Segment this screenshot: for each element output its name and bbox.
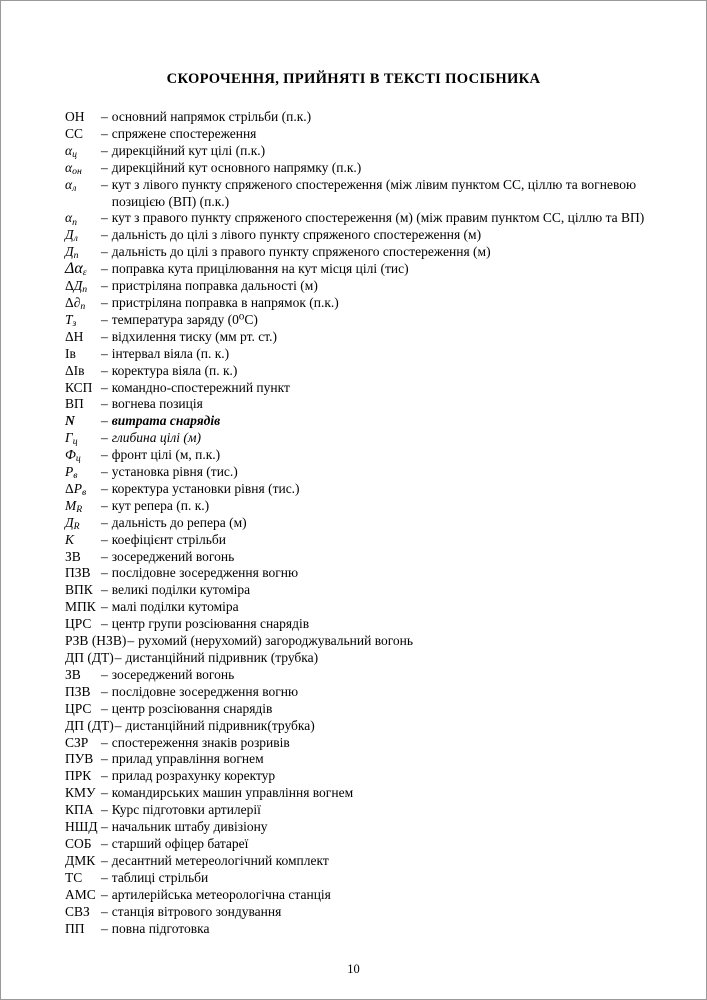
abbreviation-term: ПРК xyxy=(65,768,92,784)
abbreviation-term: КПА xyxy=(65,802,94,818)
abbreviation-term: ВП xyxy=(65,396,84,412)
dash-separator: – xyxy=(101,531,108,547)
abbreviation-row xyxy=(65,396,650,413)
abbreviation-definition: рухомий (нерухомий) загороджувальний вогонь xyxy=(138,633,414,649)
dash-separator: – xyxy=(101,345,108,361)
abbreviation-row xyxy=(65,667,650,684)
page-number: 10 xyxy=(347,962,360,976)
abbreviation-definition: коректура віяла (п. к.) xyxy=(111,362,238,378)
abbreviation-term: ЦРС xyxy=(65,616,92,632)
dash-separator: – xyxy=(101,294,108,310)
abbreviation-term: ΔІв xyxy=(65,362,85,378)
abbreviation-definition: зосереджений вогонь xyxy=(111,666,235,682)
abbreviation-term: $\Delta\partial_п$ xyxy=(65,294,86,313)
abbreviation-row xyxy=(65,819,650,836)
abbreviation-term: $\alpha_{он}$ xyxy=(65,159,82,177)
abbreviation-definition: основний напрямок стрільби (п.к.) xyxy=(111,109,312,124)
abbreviation-row xyxy=(65,244,650,261)
abbreviation-definition: інтервал віяла (п. к.) xyxy=(111,345,230,361)
dash-separator: – xyxy=(101,616,108,632)
abbreviation-definition: великі поділки кутоміра xyxy=(111,582,251,598)
abbreviation-term: КСП xyxy=(65,379,93,395)
dash-separator: – xyxy=(101,751,108,767)
dash-separator: – xyxy=(101,142,108,158)
abbreviation-term: $Д_п$ xyxy=(65,244,79,262)
abbreviation-definition: малі поділки кутоміра xyxy=(111,599,239,615)
abbreviation-term: РЗВ (НЗВ) xyxy=(65,633,127,649)
abbreviation-definition: кут з правого пункту спряженого спостереження (м) (між правим пунктом СС, ціллю та ВП) xyxy=(111,210,645,226)
abbreviation-definition: послідовне зосередження вогню xyxy=(111,565,299,581)
abbreviation-definition: командирських машин управління вогнем xyxy=(111,785,354,801)
abbreviation-definition: кут репера (п. к.) xyxy=(111,497,210,513)
abbreviation-row xyxy=(65,904,650,921)
abbreviation-definition: дирекційний кут основного напрямку (п.к.) xyxy=(111,159,362,175)
abbreviation-definition: установка рівня (тис.) xyxy=(111,464,238,480)
abbreviation-definition: дальність до цілі з лівого пункту спряженого спостереження (м) xyxy=(111,227,482,243)
abbreviation-term: СВЗ xyxy=(65,903,90,919)
dash-separator: – xyxy=(101,548,108,564)
abbreviation-definition: дальність до репера (м) xyxy=(111,514,247,530)
dash-separator: – xyxy=(101,379,108,395)
abbreviation-row xyxy=(65,278,650,295)
dash-separator: – xyxy=(101,210,108,226)
abbreviation-definition: командно-спостережний пункт xyxy=(111,379,290,395)
dash-separator: – xyxy=(101,497,108,513)
abbreviation-row xyxy=(65,565,650,582)
dash-separator: – xyxy=(101,176,108,192)
abbreviation-row xyxy=(65,785,650,802)
dash-separator: – xyxy=(101,480,108,496)
abbreviation-row xyxy=(65,870,650,887)
abbreviation-definition: таблиці стрільби xyxy=(111,869,209,885)
abbreviation-term: ДМК xyxy=(65,852,96,868)
abbreviation-row xyxy=(65,515,650,532)
abbreviation-row xyxy=(65,329,650,346)
abbreviation-row xyxy=(65,853,650,870)
abbreviation-term: $М_R$ xyxy=(65,497,83,515)
abbreviation-term: СС xyxy=(65,125,84,141)
abbreviation-definition: коефіцієнт стрільби xyxy=(111,531,227,547)
abbreviation-definition: спряжене спостереження xyxy=(111,125,257,141)
abbreviation-definition: дальність до цілі з правого пункту спряженого спостереження (м) xyxy=(111,244,491,260)
abbreviation-row xyxy=(65,109,650,126)
abbreviation-definition: поправка кута прицілювання на кут місця цілі (тис) xyxy=(111,261,409,277)
abbreviation-row xyxy=(65,633,650,650)
dash-separator: – xyxy=(101,582,108,598)
abbreviation-term: $\Delta Р_в$ xyxy=(65,480,87,499)
abbreviation-definition: спостереження знаків розривів xyxy=(111,734,290,750)
abbreviation-definition: температура заряду (0⁰С) xyxy=(111,311,258,327)
abbreviation-row xyxy=(65,126,650,143)
abbreviation-term: ЦРС xyxy=(65,700,92,716)
abbreviation-list xyxy=(1,109,706,937)
abbreviation-term: К xyxy=(65,531,74,547)
abbreviation-row xyxy=(65,887,650,904)
dash-separator: – xyxy=(101,159,108,175)
abbreviation-row xyxy=(65,650,650,667)
page-title: СКОРОЧЕННЯ, ПРИЙНЯТІ В ТЕКСТІ ПОСІБНИКА xyxy=(166,71,541,87)
abbreviation-definition: коректура установки рівня (тис.) xyxy=(111,480,300,496)
abbreviation-definition: центр групи розсіювання снарядів xyxy=(111,616,310,632)
dash-separator: – xyxy=(101,447,108,463)
abbreviation-definition: центр розсіювання снарядів xyxy=(111,700,273,716)
abbreviation-definition: глибина цілі (м) xyxy=(111,430,201,446)
abbreviation-definition: дистанційний підривник (трубка) xyxy=(125,650,319,665)
abbreviation-row xyxy=(65,582,650,599)
abbreviation-row xyxy=(65,599,650,616)
abbreviation-row xyxy=(65,481,650,498)
abbreviation-term: ЗВ xyxy=(65,666,81,682)
abbreviation-term: ПУВ xyxy=(65,751,94,767)
abbreviation-row xyxy=(65,380,650,397)
abbreviation-definition: пристріляна поправка дальності (м) xyxy=(111,278,318,294)
abbreviation-term: $Д_R$ xyxy=(65,514,80,532)
dash-separator: – xyxy=(101,700,108,716)
abbreviation-row xyxy=(65,447,650,464)
abbreviation-row xyxy=(65,802,650,819)
abbreviation-term: ДП (ДТ) xyxy=(65,717,114,733)
abbreviation-term: $Д_л$ xyxy=(65,227,78,245)
abbreviation-definition: станція вітрового зондування xyxy=(111,903,282,919)
abbreviation-row xyxy=(65,413,650,430)
abbreviation-definition: прилад управління вогнем xyxy=(111,751,264,767)
abbreviation-row xyxy=(65,210,650,227)
abbreviation-term: $\alpha_п$ xyxy=(65,210,77,228)
abbreviation-row xyxy=(65,751,650,768)
abbreviation-definition: прилад розрахунку коректур xyxy=(111,768,276,784)
abbreviation-definition: дирекційний кут цілі (п.к.) xyxy=(111,142,266,158)
abbreviation-row xyxy=(65,836,650,853)
abbreviation-definition: вогнева позиція xyxy=(111,396,203,412)
abbreviation-definition: повна підготовка xyxy=(111,920,210,936)
dash-separator: – xyxy=(101,244,108,260)
abbreviation-row xyxy=(65,616,650,633)
abbreviation-row xyxy=(65,261,650,278)
abbreviation-definition: старший офіцер батареї xyxy=(111,835,249,851)
dash-separator: – xyxy=(101,109,108,124)
abbreviation-term: Ів xyxy=(65,345,76,361)
dash-separator: – xyxy=(101,261,108,277)
dash-separator: – xyxy=(101,852,108,868)
abbreviation-row xyxy=(65,143,650,160)
abbreviation-definition: витрата снарядів xyxy=(111,413,221,429)
dash-separator: – xyxy=(101,768,108,784)
dash-separator: – xyxy=(101,362,108,378)
dash-separator: – xyxy=(101,599,108,615)
abbreviation-row xyxy=(65,227,650,244)
abbreviation-term: ОН xyxy=(65,109,85,124)
abbreviation-term: МПК xyxy=(65,599,96,615)
abbreviation-row xyxy=(65,346,650,363)
abbreviation-row xyxy=(65,464,650,481)
dash-separator: – xyxy=(101,227,108,243)
dash-separator: – xyxy=(101,802,108,818)
abbreviation-definition: зосереджений вогонь xyxy=(111,548,235,564)
abbreviation-term: $\alpha_л$ xyxy=(65,176,77,194)
dash-separator: – xyxy=(101,413,108,429)
abbreviation-term: $Т_з$ xyxy=(65,311,77,329)
abbreviation-term: ВПК xyxy=(65,582,93,598)
abbreviation-row xyxy=(65,718,650,735)
abbreviation-definition: відхилення тиску (мм рт. ст.) xyxy=(111,328,277,344)
dash-separator: – xyxy=(101,683,108,699)
abbreviation-term: $Г_ц$ xyxy=(65,430,78,448)
abbreviation-term: НШД xyxy=(65,819,98,835)
abbreviation-term: ПЗВ xyxy=(65,565,91,581)
abbreviation-definition: послідовне зосередження вогню xyxy=(111,683,299,699)
dash-separator: – xyxy=(101,514,108,530)
abbreviation-definition: артилерійська метеорологічна станція xyxy=(111,886,331,902)
abbreviation-row xyxy=(65,921,650,938)
abbreviation-row xyxy=(65,363,650,380)
abbreviation-term: $\alpha_ц$ xyxy=(65,142,77,160)
dash-separator: – xyxy=(101,278,108,294)
dash-separator: – xyxy=(101,734,108,750)
abbreviation-definition: пристріляна поправка в напрямок (п.к.) xyxy=(111,294,339,310)
dash-separator: – xyxy=(101,903,108,919)
dash-separator: – xyxy=(114,717,122,733)
dash-separator: – xyxy=(101,666,108,682)
abbreviation-definition: начальник штабу дивізіону xyxy=(111,819,268,835)
dash-separator: – xyxy=(101,464,108,480)
abbreviation-row xyxy=(65,295,650,312)
abbreviation-row xyxy=(65,768,650,785)
dash-separator: – xyxy=(101,430,108,446)
abbreviation-term: СЗР xyxy=(65,734,89,750)
abbreviation-term: $Ф_ц$ xyxy=(65,447,81,465)
dash-separator: – xyxy=(101,819,108,835)
abbreviation-term: ДП (ДТ) xyxy=(65,650,114,665)
abbreviation-term: ПП xyxy=(65,920,85,936)
abbreviation-term: $\Delta Д_п$ xyxy=(65,278,88,296)
dash-separator: – xyxy=(114,650,122,665)
dash-separator: – xyxy=(101,920,108,936)
abbreviation-term: $\Delta\alpha_\varepsilon$ xyxy=(65,260,87,279)
abbreviation-term: $Р_в$ xyxy=(65,464,78,482)
abbreviation-term: ЗВ xyxy=(65,548,81,564)
abbreviation-term: КМУ xyxy=(65,785,96,801)
abbreviation-definition: десантний метереологічний комплект xyxy=(111,852,329,868)
dash-separator: – xyxy=(127,633,135,649)
abbreviation-term: АМС xyxy=(65,886,96,902)
abbreviation-row xyxy=(65,498,650,515)
abbreviation-row xyxy=(65,549,650,566)
abbreviation-row xyxy=(65,430,650,447)
dash-separator: – xyxy=(101,886,108,902)
abbreviation-row xyxy=(65,160,650,177)
abbreviation-term: СОБ xyxy=(65,835,92,851)
dash-separator: – xyxy=(101,396,108,412)
abbreviation-term: ТС xyxy=(65,869,83,885)
dash-separator: – xyxy=(101,785,108,801)
dash-separator: – xyxy=(101,125,108,141)
abbreviation-definition: Курс підготовки артилерії xyxy=(111,802,261,818)
dash-separator: – xyxy=(101,328,108,344)
abbreviation-term: N xyxy=(65,413,75,429)
dash-separator: – xyxy=(101,565,108,581)
dash-separator: – xyxy=(101,869,108,885)
abbreviation-term: ПЗВ xyxy=(65,683,91,699)
abbreviation-row xyxy=(65,177,650,211)
dash-separator: – xyxy=(101,835,108,851)
abbreviation-definition: кут з лівого пункту спряженого спостереження (між лівим пунктом СС, ціллю та вогневою позицією (ВП) (п.к.) xyxy=(111,176,637,209)
abbreviation-row xyxy=(65,312,650,329)
dash-separator: – xyxy=(101,311,108,327)
abbreviation-term: ΔН xyxy=(65,328,84,344)
abbreviation-row xyxy=(65,532,650,549)
abbreviation-definition: дистанційний підривник(трубка) xyxy=(125,717,315,733)
abbreviation-definition: фронт цілі (м, п.к.) xyxy=(111,447,221,463)
abbreviation-row xyxy=(65,701,650,718)
abbreviation-row xyxy=(65,684,650,701)
abbreviation-row xyxy=(65,735,650,752)
